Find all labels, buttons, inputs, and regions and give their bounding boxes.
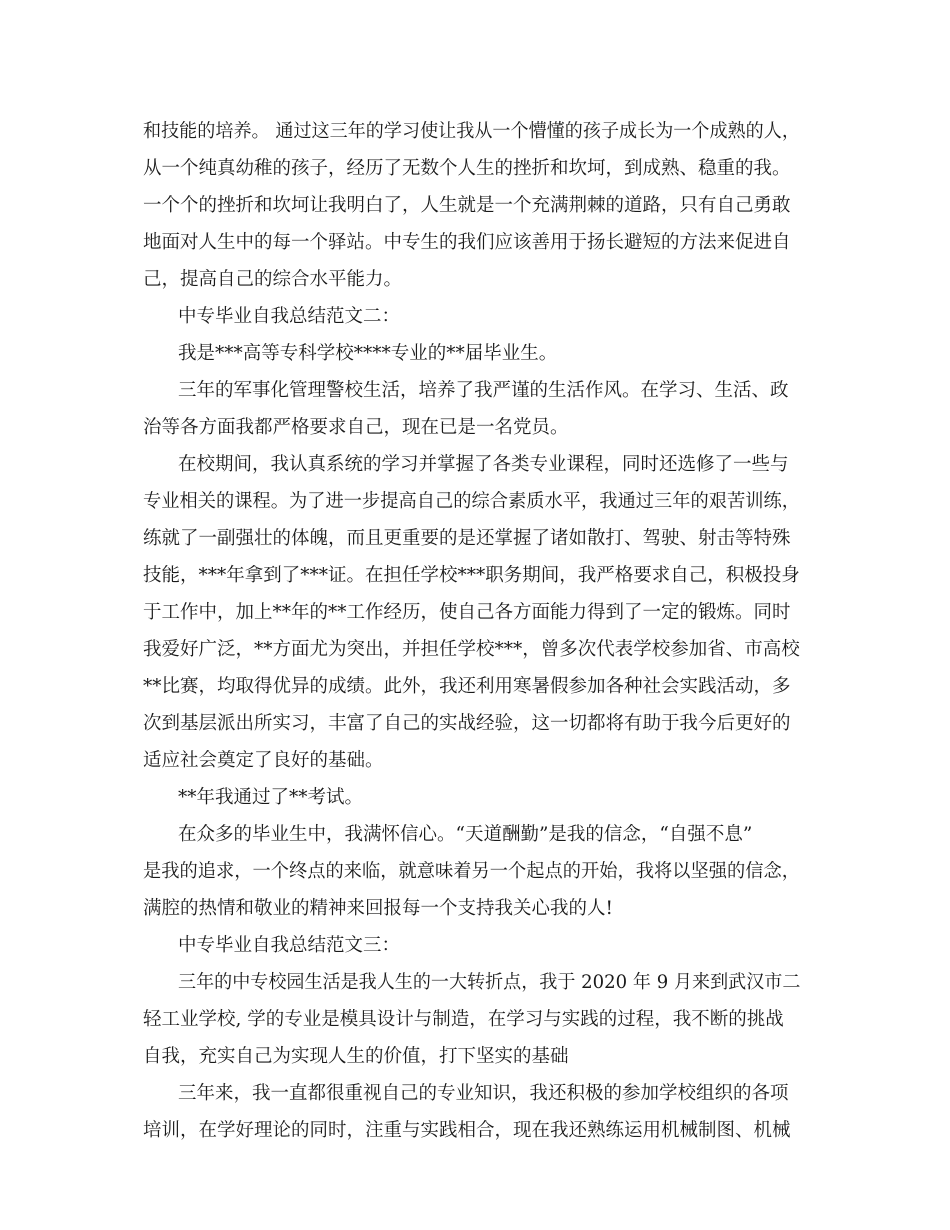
text-line: **年我通过了**考试。 (178, 787, 364, 808)
text-line: 是我的追求，一个终点的来临，就意味着另一个起点的开始，我将以坚强的信念， (143, 861, 801, 882)
text-line: 在众多的毕业生中，我满怀信心。“天道酬勤”是我的信念，“自强不息” (178, 824, 753, 845)
text-line: 练就了一副强壮的体魄，而且更重要的是还掌握了诸如散打、驾驶、射击等特殊 (143, 528, 791, 549)
text-line: 培训，在学好理论的同时，注重与实践相合，现在我还熟练运用机械制图、机械 (143, 1120, 791, 1141)
text-line: 轻工业学校, 学的专业是模具设计与制造，在学习与实践的过程，我不断的挑战 (143, 1009, 784, 1030)
text-line: 治等各方面我都严格要求自己，现在已是一名党员。 (143, 417, 569, 438)
text-line: 满腔的热情和敬业的精神来回报每一个支持我关心我的人! (143, 898, 613, 919)
text-line: 我是***高等专科学校****专业的**届毕业生。 (178, 343, 558, 364)
text-line: 从一个纯真幼稚的孩子，经历了无数个人生的挫折和坎坷，到成熟、稳重的我。 (143, 158, 791, 179)
text-line: 己，提高自己的综合水平能力。 (143, 269, 403, 290)
text-line: 次到基层派出所实习，丰富了自己的实战经验，这一切都将有助于我今后更好的 (143, 713, 791, 734)
text-line: 三年的中专校园生活是我人生的一大转折点，我于 2020 年 9 月来到武汉市二 (178, 972, 801, 993)
section-heading: 中专毕业自我总结范文二： (178, 306, 401, 327)
text-line: 在校期间，我认真系统的学习并掌握了各类专业课程，同时还选修了一些与 (178, 454, 789, 475)
text-line: 一个个的挫折和坎坷让我明白了，人生就是一个充满荆棘的道路，只有自己勇敢 (143, 195, 791, 216)
text-line: **比赛，均取得优异的成绩。此外，我还利用寒暑假参加各种社会实践活动，多 (143, 676, 791, 697)
section-heading: 中专毕业自我总结范文三： (178, 935, 401, 956)
text-line: 于工作中，加上**年的**工作经历，使自己各方面能力得到了一定的锻炼。同时 (143, 602, 791, 623)
text-line: 专业相关的课程。为了进一步提高自己的综合素质水平，我通过三年的艰苦训练， (143, 491, 801, 512)
text-line: 适应社会奠定了良好的基础。 (143, 750, 384, 771)
text-line: 自我，充实自己为实现人生的价值，打下坚实的基础 (143, 1046, 569, 1067)
text-line: 三年来，我一直都很重视自己的专业知识，我还积极的参加学校组织的各项 (178, 1083, 789, 1104)
text-line: 技能，***年拿到了***证。在担任学校***职务期间，我严格要求自己，积极投身 (143, 565, 800, 586)
text-line: 三年的军事化管理警校生活，培养了我严谨的生活作风。在学习、生活、政 (178, 380, 789, 401)
text-line: 地面对人生中的每一个驿站。中专生的我们应该善用于扬长避短的方法来促进自 (143, 232, 791, 253)
text-line: 和技能的培养。 通过这三年的学习使让我从一个懵懂的孩子成长为一个成熟的人， (143, 121, 800, 142)
text-line: 我爱好广泛，**方面尤为突出，并担任学校***，曾多次代表学校参加省、市高校 (143, 639, 800, 660)
